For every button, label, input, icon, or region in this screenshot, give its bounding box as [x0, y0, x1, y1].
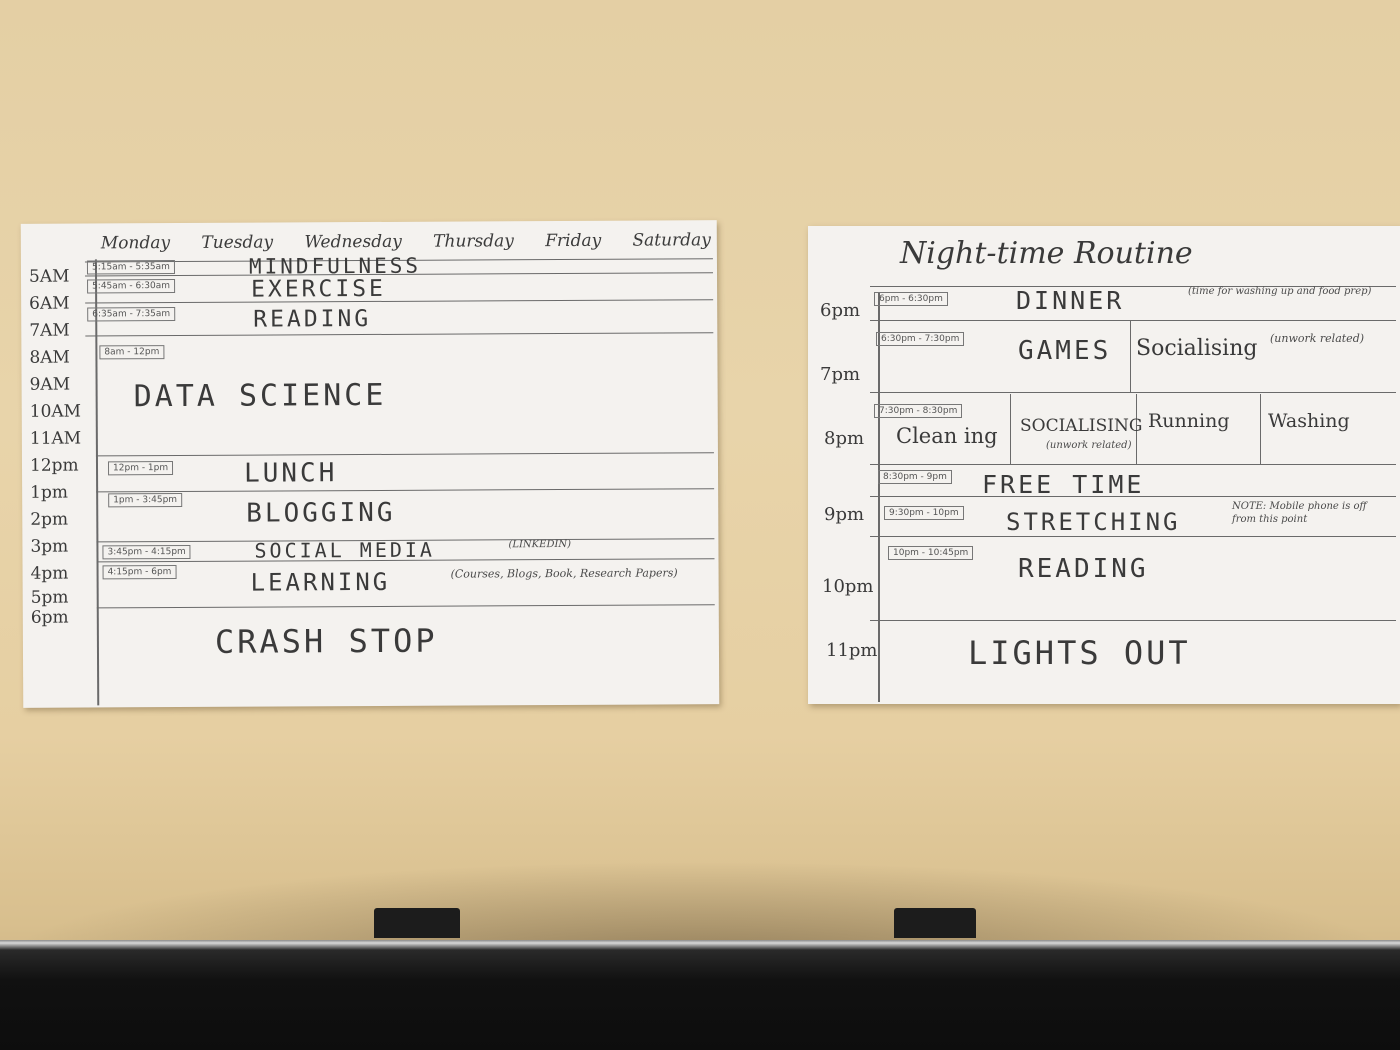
time-column-rule [878, 292, 880, 702]
block-label: READING [253, 305, 372, 333]
time-range: 6pm - 6:30pm [874, 292, 948, 306]
row-rule [96, 452, 714, 456]
block-label: Socialising [1136, 336, 1258, 361]
block-label: LIGHTS OUT [968, 634, 1191, 672]
row-rule [97, 604, 715, 608]
time-label: 8AM [29, 347, 70, 368]
right-clip [894, 908, 976, 938]
left-clip [374, 908, 460, 938]
block-label: READING [1018, 554, 1149, 584]
row-rule [96, 488, 714, 492]
block-label: Clean ing [896, 424, 998, 448]
time-range: 9:30pm - 10pm [884, 506, 964, 520]
row-rule [870, 320, 1396, 321]
block-note: (Courses, Blogs, Book, Research Papers) [450, 566, 678, 581]
row-rule [870, 536, 1396, 537]
block-note: (unwork related) [1270, 332, 1365, 345]
time-label: 6pm [820, 300, 861, 321]
night-routine-sheet [808, 226, 1400, 704]
whiteboard-frame [0, 940, 1400, 1050]
time-label: 11pm [826, 640, 878, 661]
block-label: DINNER [1016, 286, 1125, 315]
time-column [29, 264, 82, 628]
time-label: 5AM [28, 266, 70, 287]
row-rule [870, 620, 1396, 621]
block-label: MINDFULNESS [248, 253, 422, 279]
time-column-rule [95, 259, 99, 705]
time-label: 11AM [29, 428, 82, 449]
time-label: 6pm [30, 607, 69, 628]
block-note: (time for washing up and food prep) [1188, 286, 1372, 297]
time-label: 9pm [824, 504, 865, 525]
block-note: (unwork related) [1046, 440, 1132, 451]
time-label: 10pm [822, 576, 874, 597]
time-range: 10pm - 10:45pm [888, 546, 973, 560]
row-rule [85, 299, 713, 303]
sheet-title: Night-time Routine [900, 236, 1193, 271]
block-label: LUNCH [243, 458, 338, 489]
time-range: 3:45pm - 4:15pm [102, 545, 190, 559]
block-note: NOTE: Mobile phone is off from this point [1232, 501, 1367, 525]
daily-schedule-sheet [21, 220, 720, 708]
day-label: Thursday [433, 231, 514, 252]
block-label: CRASH STOP [214, 621, 438, 661]
days-header [101, 230, 711, 253]
block-label: BLOGGING [246, 497, 396, 529]
block-label: EXERCISE [251, 275, 386, 303]
row-rule [85, 332, 713, 336]
block-label: LEARNING [250, 567, 391, 597]
cell-divider [1010, 394, 1011, 464]
time-range: 6:35am - 7:35am [87, 307, 175, 321]
time-label: 8pm [824, 428, 865, 449]
time-label: 7AM [29, 320, 70, 341]
time-label: 12pm [29, 455, 79, 476]
block-label: STRETCHING [1006, 508, 1181, 536]
block-label: SOCIAL MEDIA [254, 537, 436, 563]
time-range: 12pm - 1pm [108, 461, 173, 475]
block-label: FREE TIME [982, 470, 1145, 499]
time-label: 2pm [30, 509, 69, 530]
time-range: 6:30pm - 7:30pm [876, 332, 964, 346]
row-rule [870, 464, 1396, 465]
time-label: 4pm [30, 563, 69, 584]
time-range: 4:15pm - 6pm [103, 565, 177, 579]
cell-divider [1130, 320, 1131, 392]
time-label: 7pm [820, 364, 861, 385]
time-range: 5:45am - 6:30am [87, 279, 175, 293]
time-range: 7:30pm - 8:30pm [874, 404, 962, 418]
day-label: Friday [545, 230, 602, 252]
time-range: 5:15am - 5:35am [87, 260, 175, 274]
time-range: 8:30pm - 9pm [878, 470, 952, 484]
time-range: 8am - 12pm [99, 345, 164, 359]
block-label: Washing [1268, 410, 1350, 432]
day-label: Monday [100, 233, 171, 254]
time-range: 1pm - 3:45pm [108, 493, 182, 507]
block-label: DATA SCIENCE [133, 377, 387, 415]
day-label: Tuesday [201, 232, 274, 253]
block-label: GAMES [1018, 336, 1112, 366]
block-label: Running [1148, 410, 1230, 432]
day-label: Wednesday [304, 231, 402, 253]
time-label: 1pm [30, 482, 69, 503]
time-label: 3pm [30, 536, 69, 557]
block-note: (LINKEDIN) [508, 538, 572, 551]
cell-divider [1260, 394, 1261, 464]
time-label: 6AM [29, 293, 70, 314]
block-label: SOCIALISING [1020, 416, 1143, 436]
day-label: Saturday [632, 230, 711, 251]
time-label: 5pm [30, 587, 69, 608]
row-rule [870, 392, 1396, 393]
time-label: 9AM [29, 374, 71, 395]
time-label: 10AM [29, 401, 82, 422]
